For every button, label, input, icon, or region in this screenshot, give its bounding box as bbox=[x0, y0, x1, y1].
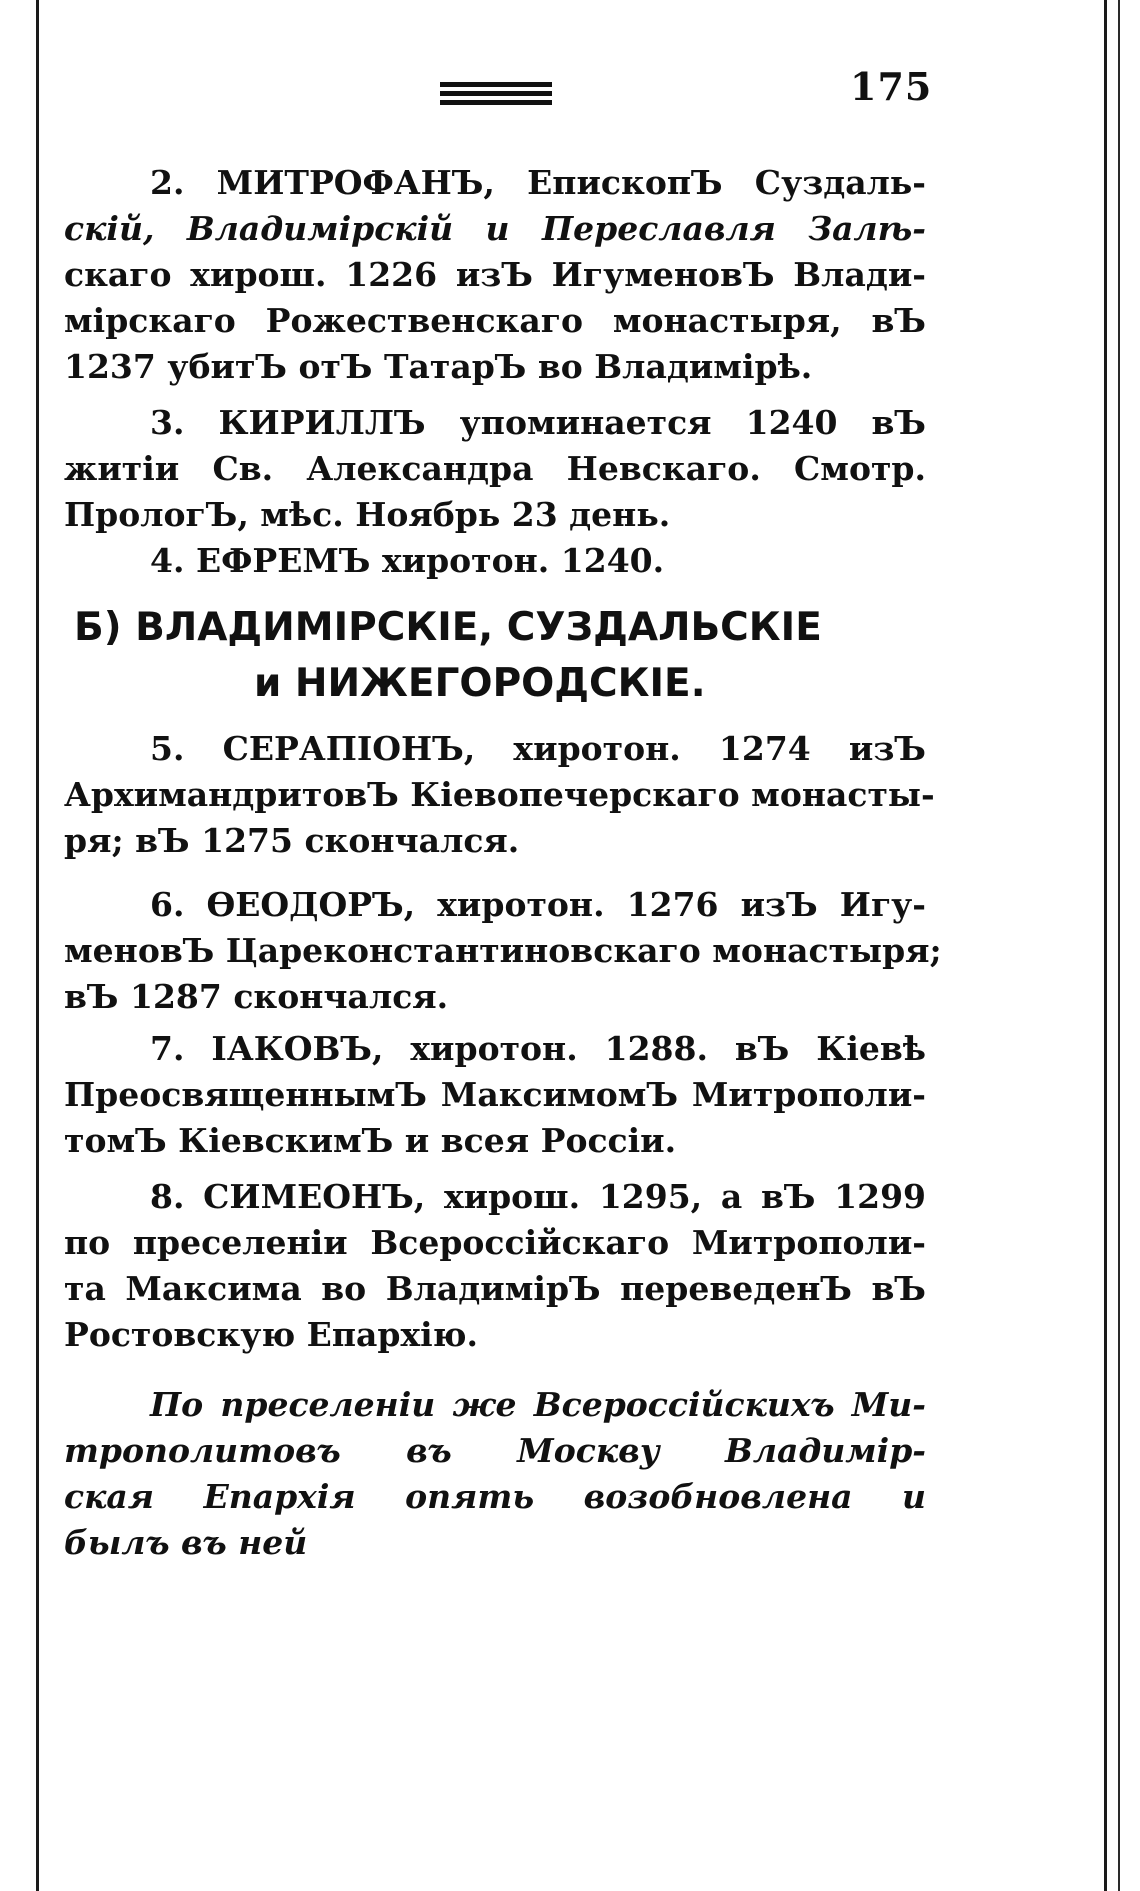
page-number: 175 bbox=[850, 64, 933, 109]
entry-line: мірскаго Рожественскаго монастыря, вЪ bbox=[64, 301, 926, 340]
closing-line: былъ въ ней bbox=[64, 1523, 308, 1562]
entry-line: та Максима во ВладимірЪ переведенЪ вЪ bbox=[64, 1269, 926, 1308]
entry-3 bbox=[64, 400, 926, 538]
entry-7 bbox=[64, 1026, 926, 1164]
entry-line: 1237 убитЪ отЪ ТатарЪ во Владимірѣ. bbox=[64, 347, 813, 386]
entry-line: 8. СИМЕОНЪ, хирош. 1295, а вЪ 1299 bbox=[150, 1177, 926, 1216]
entry-line: 4. ЕФРЕМЪ хиротон. 1240. bbox=[150, 541, 665, 580]
entry-5 bbox=[64, 726, 935, 864]
entry-6 bbox=[64, 882, 942, 1020]
section-heading-line: Б) ВЛАДИМІРСКІЕ, СУЗДАЛЬСКІЕ bbox=[74, 605, 822, 650]
entry-line: ПреосвященнымЪ МаксимомЪ Митрополи- bbox=[64, 1075, 926, 1114]
section-heading bbox=[64, 600, 926, 712]
entry-line: 5. СЕРАПІОНЪ, хиротон. 1274 изЪ bbox=[150, 729, 926, 768]
entry-line: вЪ 1287 скончался. bbox=[64, 977, 449, 1016]
section-heading-line: и НИЖЕГОРОДСКІЕ. bbox=[254, 661, 706, 706]
entry-line: скаго хирош. 1226 изЪ ИгуменовЪ Влади- bbox=[64, 255, 926, 294]
entry-line: 7. ІАКОВЪ, хиротон. 1288. вЪ Кіевѣ bbox=[150, 1029, 926, 1068]
text-column bbox=[64, 160, 942, 1566]
closing-line: ская Епархія опять возобновлена и bbox=[64, 1477, 926, 1516]
entry-line: по преселеніи Всероссійскаго Митрополи- bbox=[64, 1223, 926, 1262]
right-edge-rule bbox=[1104, 0, 1107, 1891]
entry-line: АрхимандритовЪ Кіевопечерскаго монасты- bbox=[64, 775, 935, 814]
entry-2 bbox=[64, 160, 926, 396]
entry-line: ря; вЪ 1275 скончался. bbox=[64, 821, 520, 860]
entry-line: ПрологЪ, мѣс. Ноябрь 23 день. bbox=[64, 495, 671, 534]
entry-line: скій, Владимірскій и Переславля Залѣ- bbox=[64, 209, 926, 248]
closing-paragraph bbox=[64, 1382, 926, 1566]
entry-line: Ростовскую Епархію. bbox=[64, 1315, 478, 1354]
right-edge-rule-outer bbox=[1118, 0, 1120, 1891]
entry-line: томЪ КіевскимЪ и всея Россіи. bbox=[64, 1121, 677, 1160]
closing-line: По преселеніи же Всероссійскихъ Ми- bbox=[150, 1385, 926, 1424]
entry-line: житіи Св. Александра Невскаго. Смотр. bbox=[64, 449, 926, 488]
closing-line: трополитовъ въ Москву Владимір- bbox=[64, 1431, 926, 1470]
entry-line: меновЪ Цареконстантиновскаго монастыря; bbox=[64, 931, 942, 970]
entry-8 bbox=[64, 1174, 926, 1358]
entry-4 bbox=[64, 538, 926, 584]
header-ornament bbox=[440, 82, 552, 108]
left-edge-rule bbox=[36, 0, 39, 1891]
entry-line: 2. МИТРОФАНЪ, ЕпископЪ Суздаль- bbox=[150, 163, 926, 202]
entry-line: 6. ѲЕОДОРЪ, хиротон. 1276 изЪ Игу- bbox=[150, 885, 926, 924]
entry-line: 3. КИРИЛЛЪ упоминается 1240 вЪ bbox=[150, 403, 926, 442]
